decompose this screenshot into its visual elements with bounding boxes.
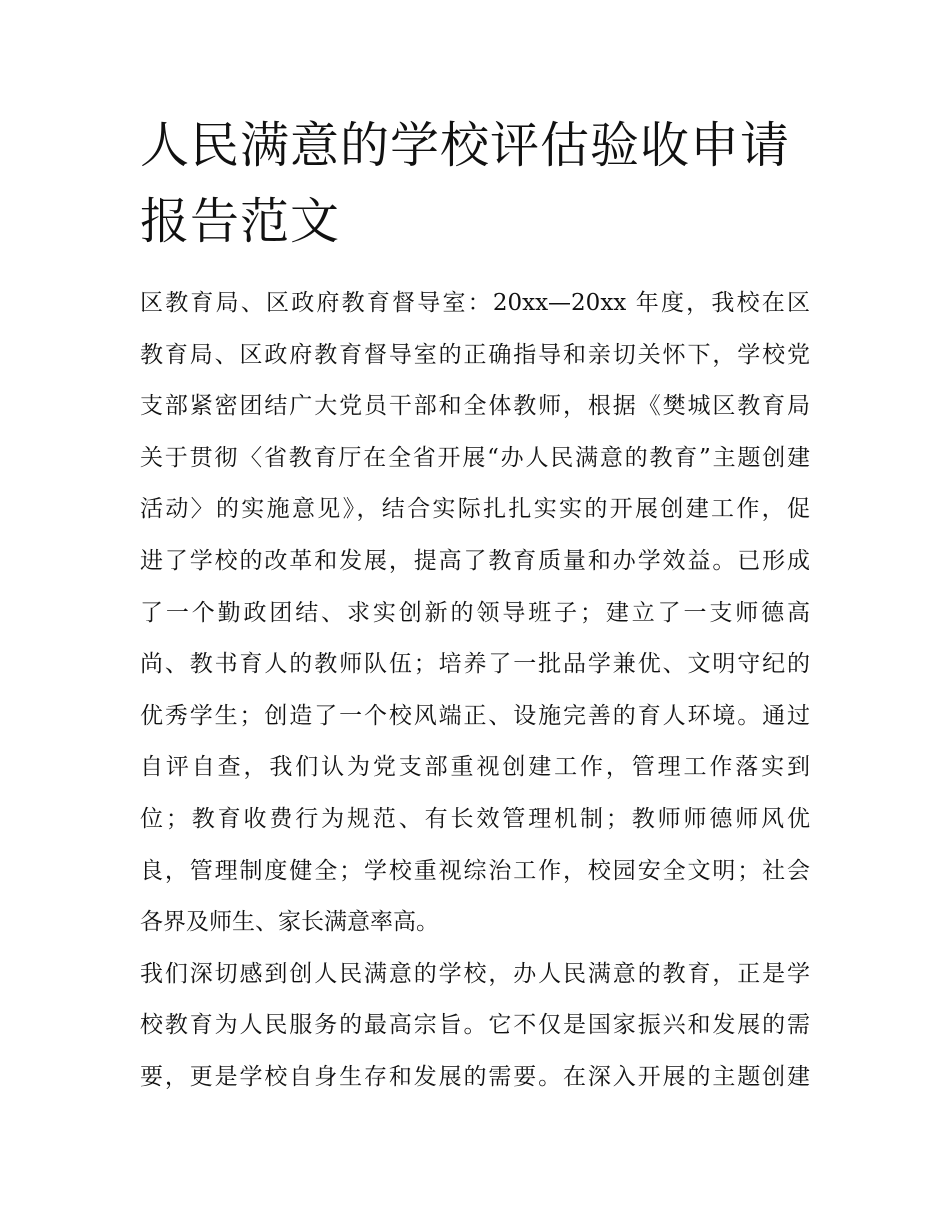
text-line: 校教育为人民服务的最高宗旨。它不仅是国家振兴和发展的需	[140, 1012, 810, 1039]
text-line: 区教育局、区政府教育督导室：20xx—20xx 年度，我校在区	[140, 290, 810, 316]
paragraph-1	[140, 278, 810, 949]
title-line: 报告范文	[140, 193, 341, 250]
paragraph-2	[140, 949, 810, 1104]
text-line: 活动〉的实施意见》，结合实际扎扎实实的开展创建工作，促	[140, 496, 810, 523]
text-line: 支部紧密团结广大党员干部和全体教师，根据《樊城区教育局	[140, 393, 810, 420]
text-line: 位；教育收费行为规范、有长效管理机制；教师师德师风优	[140, 805, 810, 832]
text-line: 了一个勤政团结、求实创新的领导班子；建立了一支师德高	[140, 599, 810, 626]
text-line: 良，管理制度健全；学校重视综治工作，校园安全文明；社会	[140, 857, 810, 884]
text-line: 自评自查，我们认为党支部重视创建工作，管理工作落实到	[140, 754, 810, 781]
title-line: 人民满意的学校评估验收申请	[140, 117, 791, 174]
document-title	[140, 108, 810, 260]
document-body	[140, 278, 810, 1104]
text-line: 要，更是学校自身生存和发展的需要。在深入开展的主题创建	[140, 1063, 810, 1090]
text-line: 关于贯彻〈省教育厅在全省开展“办人民满意的教育”主题创建	[140, 444, 810, 471]
text-line: 各界及师生、家长满意率高。	[140, 909, 439, 936]
text-line: 教育局、区政府教育督导室的正确指导和亲切关怀下，学校党	[140, 341, 810, 368]
text-line: 我们深切感到创人民满意的学校，办人民满意的教育，正是学	[140, 960, 810, 987]
text-line: 尚、教书育人的教师队伍；培养了一批品学兼优、文明守纪的	[140, 651, 810, 678]
text-line: 优秀学生；创造了一个校风端正、设施完善的育人环境。通过	[140, 702, 810, 729]
text-line: 进了学校的改革和发展，提高了教育质量和办学效益。已形成	[140, 547, 810, 574]
